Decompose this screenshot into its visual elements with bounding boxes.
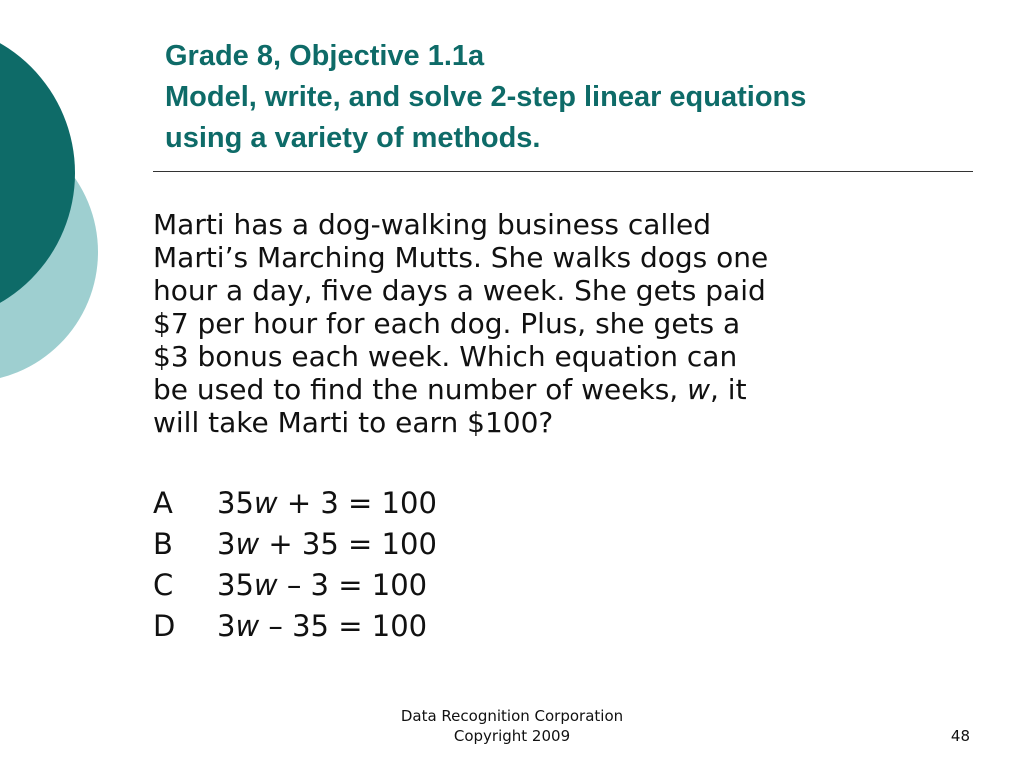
slide-title [165,36,965,159]
coefficient: 3 [217,609,236,643]
variable-w: w [235,609,260,643]
question-text-segment: will take Marti to earn $100? [153,406,554,439]
coefficient: 35 [217,568,254,602]
choice-d [153,606,437,647]
choice-letter: D [153,609,176,643]
question-text-segment: hour a day, five days a week. She gets paid [153,274,766,307]
equation-rest: + 3 = 100 [277,486,437,520]
choice-a [153,483,437,524]
equation-rest: – 35 = 100 [259,609,428,643]
coefficient: 3 [217,527,236,561]
question-text-segment: be used to find the number of weeks, [153,373,688,406]
question-text-segment: Marti’s Marching Mutts. She walks dogs one [153,241,769,274]
choice-equation [217,483,437,524]
choice-b [153,524,437,565]
title-divider [153,171,973,172]
choice-equation [217,606,427,647]
footer-text [362,706,662,746]
question-text-segment: Marti has a dog-walking business called [153,208,712,241]
choice-letter: A [153,486,173,520]
question-line [153,274,933,307]
variable-w: w [235,527,260,561]
choice-letter: B [153,527,173,561]
question-line [153,241,933,274]
variable-w: w [253,486,278,520]
question-text-segment: , it [709,373,747,406]
question-text [153,208,933,439]
title-line-2: Model, write, and solve 2-step linear equations [165,81,807,113]
choice-c [153,565,437,606]
variable-w: w [687,373,710,406]
footer-copyright: Copyright 2009 [453,727,571,745]
question-text-segment: $7 per hour for each dog. Plus, she gets a [153,307,741,340]
coefficient: 35 [217,486,254,520]
variable-w: w [253,568,278,602]
decorative-circles [0,0,120,420]
answer-choices [153,483,437,647]
choice-letter: C [153,568,174,602]
footer-company: Data Recognition Corporation [400,707,624,725]
equation-rest: – 3 = 100 [277,568,428,602]
question-line [153,307,933,340]
question-line [153,406,933,439]
choice-equation [217,565,427,606]
question-line [153,340,933,373]
title-line-3: using a variety of methods. [165,122,541,154]
question-text-segment: $3 bonus each week. Which equation can [153,340,738,373]
equation-rest: + 35 = 100 [259,527,437,561]
question-line [153,373,933,406]
page-number: 48 [950,727,970,745]
question-line [153,208,933,241]
choice-equation [217,524,437,565]
title-line-1: Grade 8, Objective 1.1a [165,40,485,72]
